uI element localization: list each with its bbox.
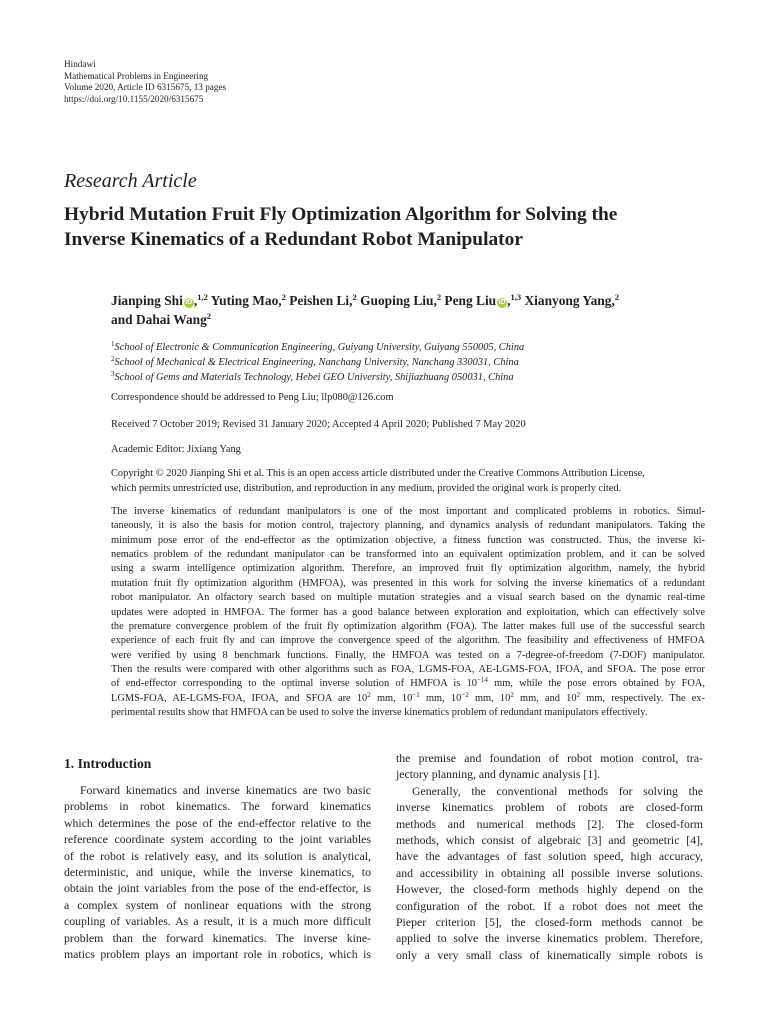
author-name: Peng Liu <box>444 293 497 308</box>
abstract-text: of end-effector corresponding to the optimal inverse solution of HMFOA is 10 <box>111 678 477 690</box>
article-type: Research Article <box>64 170 197 192</box>
abstract-line <box>111 677 705 691</box>
abstract-line: experience of each fruit fly and can improve the convergence speed of the algorithm. The feasibility and effectiveness of HMFOA <box>111 635 705 647</box>
body-line: a complex system of nonlinear equations with the strong <box>64 897 371 912</box>
body-column-right <box>396 750 703 963</box>
abstract-text: mm, and 10 <box>513 692 577 704</box>
body-line: configuration of the robot. If a robot does not meet the <box>396 898 703 913</box>
paper-title-line-2: Inverse Kinematics of a Redundant Robot Manipulator <box>64 229 523 250</box>
body-line: Forward kinematics and inverse kinematics are two basic <box>80 783 371 797</box>
volume-info: Volume 2020, Article ID 6315675, 13 pages <box>64 82 227 93</box>
author-line-2 <box>111 310 711 329</box>
affiliations <box>111 340 524 385</box>
exponent: 2 <box>576 690 581 699</box>
body-line: Pieper criterion [5], the closed-form methods cannot be <box>396 915 703 930</box>
body-line: reference coordinate system according to the joint variables <box>64 832 371 847</box>
affiliation-text: School of Mechanical & Electrical Engineering, Nanchang University, Nanchang 330031, China <box>114 357 519 368</box>
affiliation-number: 1 <box>111 340 115 348</box>
body-line: problems in robot kinematics. The forward kinematics <box>64 799 371 814</box>
doi-link[interactable]: https://doi.org/10.1155/2020/6315675 <box>64 93 204 104</box>
abstract <box>111 505 705 720</box>
body-line: jectory planning, and dynamic analysis [1]. <box>396 767 601 782</box>
exponent: −1 <box>412 690 420 699</box>
author-name: Peishen Li <box>289 293 350 308</box>
body-line: applied to solve the inverse kinematics problem. Therefore, <box>396 931 703 946</box>
author-name: Xianyong Yang <box>524 293 612 308</box>
author-affiliation: 1,2 <box>197 292 208 302</box>
academic-editor: Academic Editor: Jixiang Yang <box>111 444 241 455</box>
body-line: methods and numerical methods [2]. The closed-form <box>396 816 703 831</box>
section-heading: 1. Introduction <box>64 756 152 771</box>
author-name: Jianping Shi <box>111 293 183 308</box>
body-line: which determines the pose of the end-effector relative to the <box>64 815 371 830</box>
body-line: methods, which consist of algebraic [3] and geometric [4], <box>396 833 703 848</box>
journal-name: Mathematical Problems in Engineering <box>64 70 209 81</box>
author-affiliation: 2 <box>281 292 286 302</box>
author-line-1: Jianping Shi iD ,$^{1,2}$ Yuting Mao,$^2$ Peishen Li,$^2$ Guoping Liu,$^2$ Peng Liu iD ,$^{1,3}$ Xianyong Yang,$^2$ <box>111 292 620 308</box>
journal-header <box>64 59 226 105</box>
abstract-text: mm, 10 <box>468 692 511 704</box>
author-name: Dahai Wang <box>135 312 207 327</box>
abstract-line: nematics problem of the redundant manipulator can be transformed into an equivalent optimization problem, and it can be solved <box>111 549 705 561</box>
exponent: 2 <box>367 690 371 699</box>
exponent: −2 <box>461 690 469 699</box>
body-line: of the robot is relatively easy, and its solution is analytical, <box>64 848 371 863</box>
abstract-text: mm, while the pose errors obtained by FOA, <box>487 678 705 690</box>
author-list <box>111 291 711 329</box>
orcid-icon[interactable]: iD <box>185 299 193 306</box>
abstract-line: minimum pose error of the end-effector as the optimization objective, a fitness function was constructed. Thus, the inverse ki- <box>111 534 705 546</box>
author-name: Yuting Mao <box>210 293 279 308</box>
exponent: 2 <box>510 690 514 699</box>
abstract-line <box>111 692 705 706</box>
received-dates: Received 7 October 2019; Revised 31 January 2020; Accepted 4 April 2020; Published 7 May 2020 <box>111 419 526 430</box>
abstract-line: robot manipulator. An olfactory search based on multiple mutation strategies and a visual search based on the dynamic real-time <box>111 592 705 604</box>
body-line: coupling of variables. As a result, it is a much more difficult <box>64 914 371 929</box>
affiliation-text: School of Electronic & Communication Engineering, Guiyang University, Guiyang 550005, China <box>114 342 525 353</box>
exponent: −14 <box>476 676 488 685</box>
body-line: obtain the joint variables from the pose of the end-effector, is <box>64 881 371 896</box>
paper-title <box>64 202 724 252</box>
body-line: have the advantages of fast solution speed, high accuracy, <box>396 849 703 864</box>
body-line: and accessibility in obtaining all possible inverse solutions. <box>396 865 703 880</box>
authors-and: and <box>111 312 133 327</box>
abstract-line: perimental results show that HMFOA can be used to solve the inverse kinematics problem of redundant manipulators effectively. <box>111 707 648 719</box>
abstract-text: mm, 10 <box>419 692 462 704</box>
abstract-line: mutation fruit fly optimization algorithm (HMFOA), was presented in this work for solving the inverse kinematics of a redundant <box>111 577 705 589</box>
author-affiliation: 2 <box>206 311 212 321</box>
orcid-icon[interactable]: iD <box>498 299 506 306</box>
copyright-notice <box>111 467 645 496</box>
abstract-text: LGMS-FOA, AE-LGMS-FOA, IFOA, and SFOA are 10 <box>111 692 368 704</box>
affiliation-number: 2 <box>111 355 115 363</box>
abstract-text: mm, 10 <box>370 692 413 704</box>
abstract-line: the premature convergence problem of the fruit fly optimization algorithm (FOA). The latter makes full use of the successful search <box>111 620 705 632</box>
abstract-line: updates were adopted in HMFOA. The former has a good balance between exploration and exploitation, which can effectively solve <box>111 606 705 618</box>
author-name: Guoping Liu <box>360 293 434 308</box>
body-line: the premise and foundation of robot motion control, tra- <box>396 751 703 765</box>
body-column-left <box>64 782 371 962</box>
author-affiliation: 2 <box>352 292 357 302</box>
author-affiliation: 2 <box>614 292 620 302</box>
affiliation-item <box>111 355 524 370</box>
abstract-line: The inverse kinematics of redundant manipulators is one of the most important and complicated problems in robotics. Simul- <box>111 506 705 517</box>
body-line: only a very small class of kinematically simple robots is <box>396 947 703 962</box>
abstract-line: were verified by using 8 benchmark functions. Finally, the HMFOA was tested on a 7-degree-of-freedom (7-DOF) manipulator. <box>111 649 705 661</box>
body-line: deterministic, and unique, while the inverse kinematics, to <box>64 865 371 880</box>
body-line: Generally, the conventional methods for solving the <box>412 783 703 798</box>
abstract-line: using a swarm intelligence optimization algorithm. Therefore, an improved fruit fly optimization algorithm, namely, the hybrid <box>111 563 705 575</box>
affiliation-item <box>111 370 524 385</box>
affiliation-text: School of Gems and Materials Technology, Hebei GEO University, Shijiazhuang 050031, China <box>114 372 514 383</box>
paper-title-line-1: Hybrid Mutation Fruit Fly Optimization Algorithm for Solving the <box>64 204 618 225</box>
body-line: matics problem plays an important role in robotics, which is <box>64 947 371 962</box>
affiliation-number: 3 <box>111 370 115 378</box>
affiliation-item <box>111 340 524 355</box>
author-affiliation: 2 <box>436 292 442 302</box>
copyright-line: which permits unrestricted use, distribution, and reproduction in any medium, provided the original work is properly cited. <box>111 482 622 494</box>
author-affiliation: 1,3 <box>510 292 522 302</box>
copyright-line: Copyright © 2020 Jianping Shi et al. This is an open access article distributed under the Creative Commons Attribution License, <box>111 468 645 479</box>
abstract-line: taneously, it is also the basis for motion control, trajectory planning, and dynamics analysis of redundant manipulators. Taking the <box>111 520 705 532</box>
body-line: problem than the forward kinematics. The inverse kine- <box>64 930 371 945</box>
correspondence: Correspondence should be addressed to Peng Liu; llp080@126.com <box>111 392 394 403</box>
publisher-name: Hindawi <box>64 59 96 69</box>
body-line: However, the closed-form methods highly depend on the <box>396 882 703 897</box>
abstract-line: Then the results were compared with other algorithms such as FOA, LGMS-FOA, AE-LGMS-FOA, IFOA, and SFOA. The pose error <box>111 663 705 675</box>
body-line: inverse kinematics problem of robots are closed-form <box>396 800 703 815</box>
abstract-text: mm, respectively. The ex- <box>580 692 705 704</box>
